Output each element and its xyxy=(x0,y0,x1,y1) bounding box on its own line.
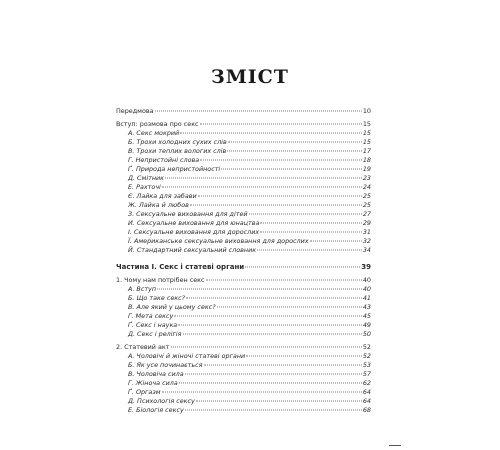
toc-entry-label: А. Вступ xyxy=(128,285,157,293)
toc-entry-label: Ґ. Оргазм xyxy=(128,388,161,396)
toc-entry-label: Д. Секс і релігія xyxy=(128,330,182,338)
dot-leader xyxy=(185,374,362,375)
toc-subentry[interactable] xyxy=(116,406,371,415)
toc-subentry[interactable] xyxy=(116,183,371,192)
toc-entry-label: 1. Чому нам потрібен секс xyxy=(116,276,205,284)
toc-entry-label: Вступ: розмова про секс xyxy=(116,120,199,128)
toc-subentry[interactable] xyxy=(116,285,371,294)
toc-page-number: 43 xyxy=(362,303,371,311)
toc-entry-label: Є. Лайка для забави xyxy=(128,192,197,200)
dot-leader xyxy=(179,383,362,384)
toc-entry-label: Г. Мета сексу xyxy=(128,312,174,320)
dot-leader xyxy=(260,232,362,233)
toc-subentry[interactable] xyxy=(116,147,371,156)
dot-leader xyxy=(221,169,362,170)
toc-page-number: 41 xyxy=(362,294,371,302)
toc-entry-label: Й. Стандартний сексуальний словник xyxy=(128,246,257,254)
dot-leader xyxy=(165,178,362,179)
toc-subentry[interactable] xyxy=(116,321,371,330)
toc-page-number: 52 xyxy=(362,352,371,360)
toc-entry-label: А. Секс мокрий xyxy=(128,129,180,137)
toc-page-number: 50 xyxy=(362,330,371,338)
toc-subentry[interactable] xyxy=(116,237,371,246)
toc-entry-label: Б. Що таке секс? xyxy=(128,294,186,302)
dot-leader xyxy=(206,280,362,281)
toc-entry-label: Ї. Американське сексуальне виховання для дорослих xyxy=(128,237,309,245)
toc-page-number: 15 xyxy=(362,120,371,128)
toc-entry-label: Е. Рахточі xyxy=(128,183,161,191)
toc-subentry[interactable] xyxy=(116,361,371,370)
toc-subentry[interactable] xyxy=(116,370,371,379)
toc-subentry[interactable] xyxy=(116,219,371,228)
dot-leader xyxy=(171,347,362,348)
page-title: ЗМІСТ xyxy=(211,66,289,88)
toc-entry-label: Г. Жіноча сила xyxy=(128,379,178,387)
toc-entry-label: І. Сексуальне виховання для дорослих xyxy=(128,228,260,236)
dot-leader xyxy=(180,133,362,134)
toc-entry[interactable] xyxy=(116,276,371,285)
toc-entry-label: Передмова xyxy=(116,107,154,115)
toc-entry-label: З. Сексуальне виховання для дітей xyxy=(128,210,248,218)
dot-leader xyxy=(155,111,362,112)
toc-subentry[interactable] xyxy=(116,379,371,388)
toc-entry-label: В. Трохи теплих вологих слів xyxy=(128,147,227,155)
dot-leader xyxy=(227,151,362,152)
dot-leader xyxy=(257,250,362,251)
toc-entry-label: Б. Як усе починається xyxy=(128,361,203,369)
toc-entry-label: Ґ. Природа непристойності xyxy=(128,165,221,173)
toc-page-number: 29 xyxy=(362,219,371,227)
toc-page-number: 25 xyxy=(362,201,371,209)
toc-spacer xyxy=(116,255,371,262)
toc-page-number: 40 xyxy=(362,285,371,293)
dot-leader xyxy=(196,401,362,402)
toc-entry-label: Ж. Лайка й любов xyxy=(128,201,189,209)
toc-entry-label: 2. Статевий акт xyxy=(116,343,170,351)
toc-entry-label: Б. Трохи холодних сухих слів xyxy=(128,138,227,146)
toc-page-number: 64 xyxy=(362,388,371,396)
toc-entry[interactable] xyxy=(116,120,371,129)
toc-subentry[interactable] xyxy=(116,294,371,303)
toc-page-number: 53 xyxy=(362,361,371,369)
dot-leader xyxy=(249,214,362,215)
toc-subentry[interactable] xyxy=(116,312,371,321)
toc-subentry[interactable] xyxy=(116,397,371,406)
toc-entry-label: И. Сексуальне виховання для юнацтва xyxy=(128,219,260,227)
toc-subentry[interactable] xyxy=(116,165,371,174)
toc-subentry[interactable] xyxy=(116,138,371,147)
table-of-contents xyxy=(116,107,371,415)
toc-subentry[interactable] xyxy=(116,192,371,201)
dot-leader xyxy=(217,307,362,308)
footer-divider xyxy=(389,445,401,446)
toc-entry-label: В. Чоловіча сила xyxy=(128,370,184,378)
dot-leader xyxy=(162,392,362,393)
toc-subentry[interactable] xyxy=(116,174,371,183)
toc-page-number: 52 xyxy=(362,343,371,351)
toc-subentry[interactable] xyxy=(116,129,371,138)
toc-entry-label: Частина І. Секс і статеві органи xyxy=(116,263,245,271)
dot-leader xyxy=(204,365,362,366)
toc-page-number: 57 xyxy=(362,370,371,378)
dot-leader xyxy=(198,196,362,197)
toc-page-number: 27 xyxy=(362,210,371,218)
toc-page-number: 15 xyxy=(362,129,371,137)
dot-leader xyxy=(200,124,362,125)
toc-page-number: 19 xyxy=(362,165,371,173)
toc-page-number: 32 xyxy=(362,237,371,245)
toc-entry-label: Д. Психологія сексу xyxy=(128,397,195,405)
dot-leader xyxy=(190,205,362,206)
toc-subentry[interactable] xyxy=(116,303,371,312)
toc-page-number: 39 xyxy=(361,263,371,271)
toc-subentry[interactable] xyxy=(116,330,371,339)
toc-page-number: 34 xyxy=(362,246,371,254)
toc-subentry[interactable] xyxy=(116,388,371,397)
toc-page-number: 45 xyxy=(362,312,371,320)
toc-entry-label: А. Чоловічі й жіночі статеві органи xyxy=(128,352,246,360)
toc-page-number: 62 xyxy=(362,379,371,387)
dot-leader xyxy=(260,223,361,224)
dot-leader xyxy=(178,325,362,326)
dot-leader xyxy=(245,267,360,268)
toc-page-number: 23 xyxy=(362,174,371,182)
toc-page-number: 10 xyxy=(362,107,371,115)
toc-page-number: 49 xyxy=(362,321,371,329)
toc-entry-label: В. Але який у цьому секс? xyxy=(128,303,216,311)
toc-subentry[interactable] xyxy=(116,352,371,361)
toc-page-number: 68 xyxy=(362,406,371,414)
dot-leader xyxy=(200,160,362,161)
toc-entry-label: Е. Біологія сексу xyxy=(128,406,184,414)
toc-page-number: 25 xyxy=(362,192,371,200)
toc-page-number: 31 xyxy=(362,228,371,236)
toc-subentry[interactable] xyxy=(116,210,371,219)
toc-page-number: 64 xyxy=(362,397,371,405)
dot-leader xyxy=(183,334,362,335)
toc-entry-label: Ґ. Секс і наука xyxy=(128,321,178,329)
toc-page-number: 15 xyxy=(362,138,371,146)
toc-entry-label: Г. Непристойні слова xyxy=(128,156,200,164)
dot-leader xyxy=(246,356,362,357)
toc-page-number: 17 xyxy=(362,147,371,155)
dot-leader xyxy=(185,410,362,411)
toc-page-number: 40 xyxy=(362,276,371,284)
dot-leader xyxy=(162,187,362,188)
dot-leader xyxy=(310,241,362,242)
toc-subentry[interactable] xyxy=(116,156,371,165)
toc-page-number: 24 xyxy=(362,183,371,191)
toc-page-number: 18 xyxy=(362,156,371,164)
dot-leader xyxy=(228,142,362,143)
toc-entry-label: Д. Смітник xyxy=(128,174,165,182)
toc-entry[interactable] xyxy=(116,343,371,352)
toc-subentry[interactable] xyxy=(116,246,371,255)
dot-leader xyxy=(186,298,362,299)
dot-leader xyxy=(174,316,362,317)
toc-entry[interactable] xyxy=(116,107,371,116)
toc-part-heading[interactable] xyxy=(116,262,371,272)
toc-subentry[interactable] xyxy=(116,228,371,237)
toc-subentry[interactable] xyxy=(116,201,371,210)
dot-leader xyxy=(157,289,362,290)
